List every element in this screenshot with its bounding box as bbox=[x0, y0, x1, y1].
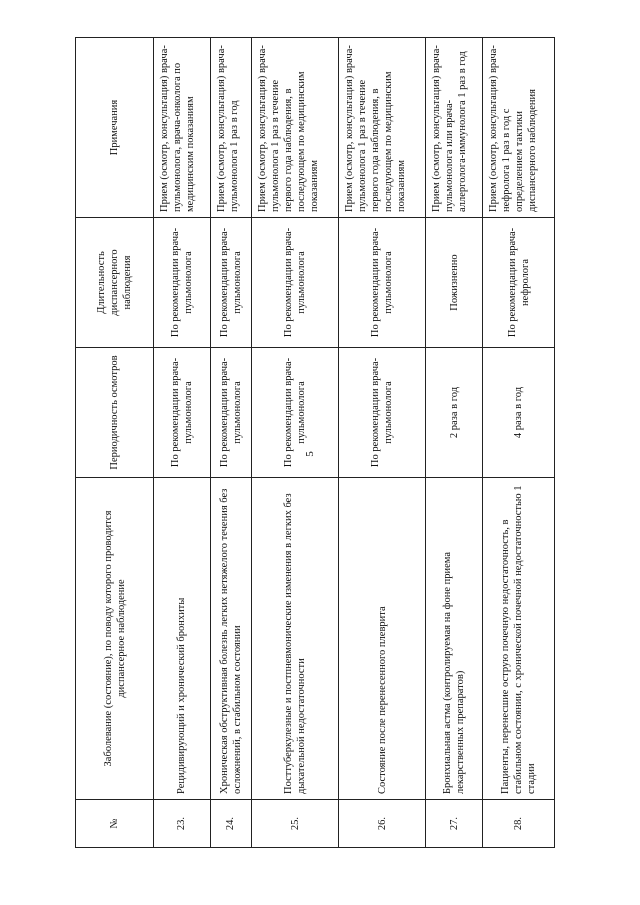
row-num: 25. bbox=[251, 800, 338, 848]
table-row bbox=[210, 38, 251, 848]
row-periodicity: 2 раза в год bbox=[426, 348, 483, 478]
row-disease: Пациенты, перенесшие острую почечную недостаточность, в стабильном состоянии, с хронической почечной недостаточностью 1 стадии bbox=[483, 478, 555, 800]
row-duration: По рекомендации врача-пульмонолога bbox=[154, 218, 211, 348]
table-row bbox=[483, 38, 555, 848]
row-periodicity: По рекомендации врача-пульмонолога bbox=[210, 348, 251, 478]
row-num: 26. bbox=[339, 800, 426, 848]
row-periodicity: По рекомендации врача-пульмонолога bbox=[251, 348, 338, 478]
row-disease: Бронхиальная астма (контролируемая на фоне приема лекарственных препаратов) bbox=[426, 478, 483, 800]
row-duration: По рекомендации врача-пульмонолога bbox=[210, 218, 251, 348]
row-periodicity: 4 раза в год bbox=[483, 348, 555, 478]
row-duration: Пожизненно bbox=[426, 218, 483, 348]
row-notes: Прием (осмотр, консультация) врача-нефролога 1 раз в год с определением тактики диспансерного наблюдения bbox=[483, 38, 555, 218]
header-disease: Заболевание (состояние), по поводу которого проводится диспансерное наблюдение bbox=[76, 478, 154, 800]
row-notes: Прием (осмотр, консультация) врача-пульмонолога 1 раз в год bbox=[210, 38, 251, 218]
row-disease: Состояние после перенесенного плеврита bbox=[339, 478, 426, 800]
row-notes: Прием (осмотр, консультация) врача-пульмонолога 1 раз в течение первого года наблюдения, в последующем по медицинским показаниям bbox=[339, 38, 426, 218]
row-duration: По рекомендации врача-нефролога bbox=[483, 218, 555, 348]
row-disease: Хроническая обструктивная болезнь легких нетяжелого течения без осложнений, в стабильном состоянии bbox=[210, 478, 251, 800]
row-notes: Прием (осмотр, консультация) врача-пульмонолога, врача-онколога по медицинским показаниям bbox=[154, 38, 211, 218]
row-num: 28. bbox=[483, 800, 555, 848]
header-periodicity: Периодичность осмотров bbox=[76, 348, 154, 478]
row-disease: Посттуберкулезные и постпневмонические изменения в легких без дыхательной недостаточности bbox=[251, 478, 338, 800]
table-row bbox=[426, 38, 483, 848]
table-row bbox=[154, 38, 211, 848]
row-duration: По рекомендации врача-пульмонолога bbox=[339, 218, 426, 348]
row-duration: По рекомендации врача-пульмонолога bbox=[251, 218, 338, 348]
header-num: № bbox=[76, 800, 154, 848]
page-number: 5 bbox=[303, 451, 316, 457]
dispensary-table bbox=[75, 37, 555, 848]
row-disease: Рецидивирующий и хронический бронхиты bbox=[154, 478, 211, 800]
table-row bbox=[251, 38, 338, 848]
row-periodicity: По рекомендации врача-пульмонолога bbox=[154, 348, 211, 478]
row-num: 23. bbox=[154, 800, 211, 848]
table-row bbox=[339, 38, 426, 848]
header-row bbox=[76, 38, 154, 848]
row-notes: Прием (осмотр, консультация) врача-пульмонолога или врача-аллерголога-иммунолога 1 раз в год bbox=[426, 38, 483, 218]
table-wrapper bbox=[75, 38, 555, 848]
row-num: 24. bbox=[210, 800, 251, 848]
row-notes: Прием (осмотр, консультация) врача-пульмонолога 1 раз в течение первого года наблюдения, в последующем по медицинским показаниям bbox=[251, 38, 338, 218]
row-num: 27. bbox=[426, 800, 483, 848]
row-periodicity: По рекомендации врача-пульмонолога bbox=[339, 348, 426, 478]
table-rotated bbox=[75, 38, 555, 848]
header-notes: Примечания bbox=[76, 38, 154, 218]
header-duration: Длительность диспансерного наблюдения bbox=[76, 218, 154, 348]
